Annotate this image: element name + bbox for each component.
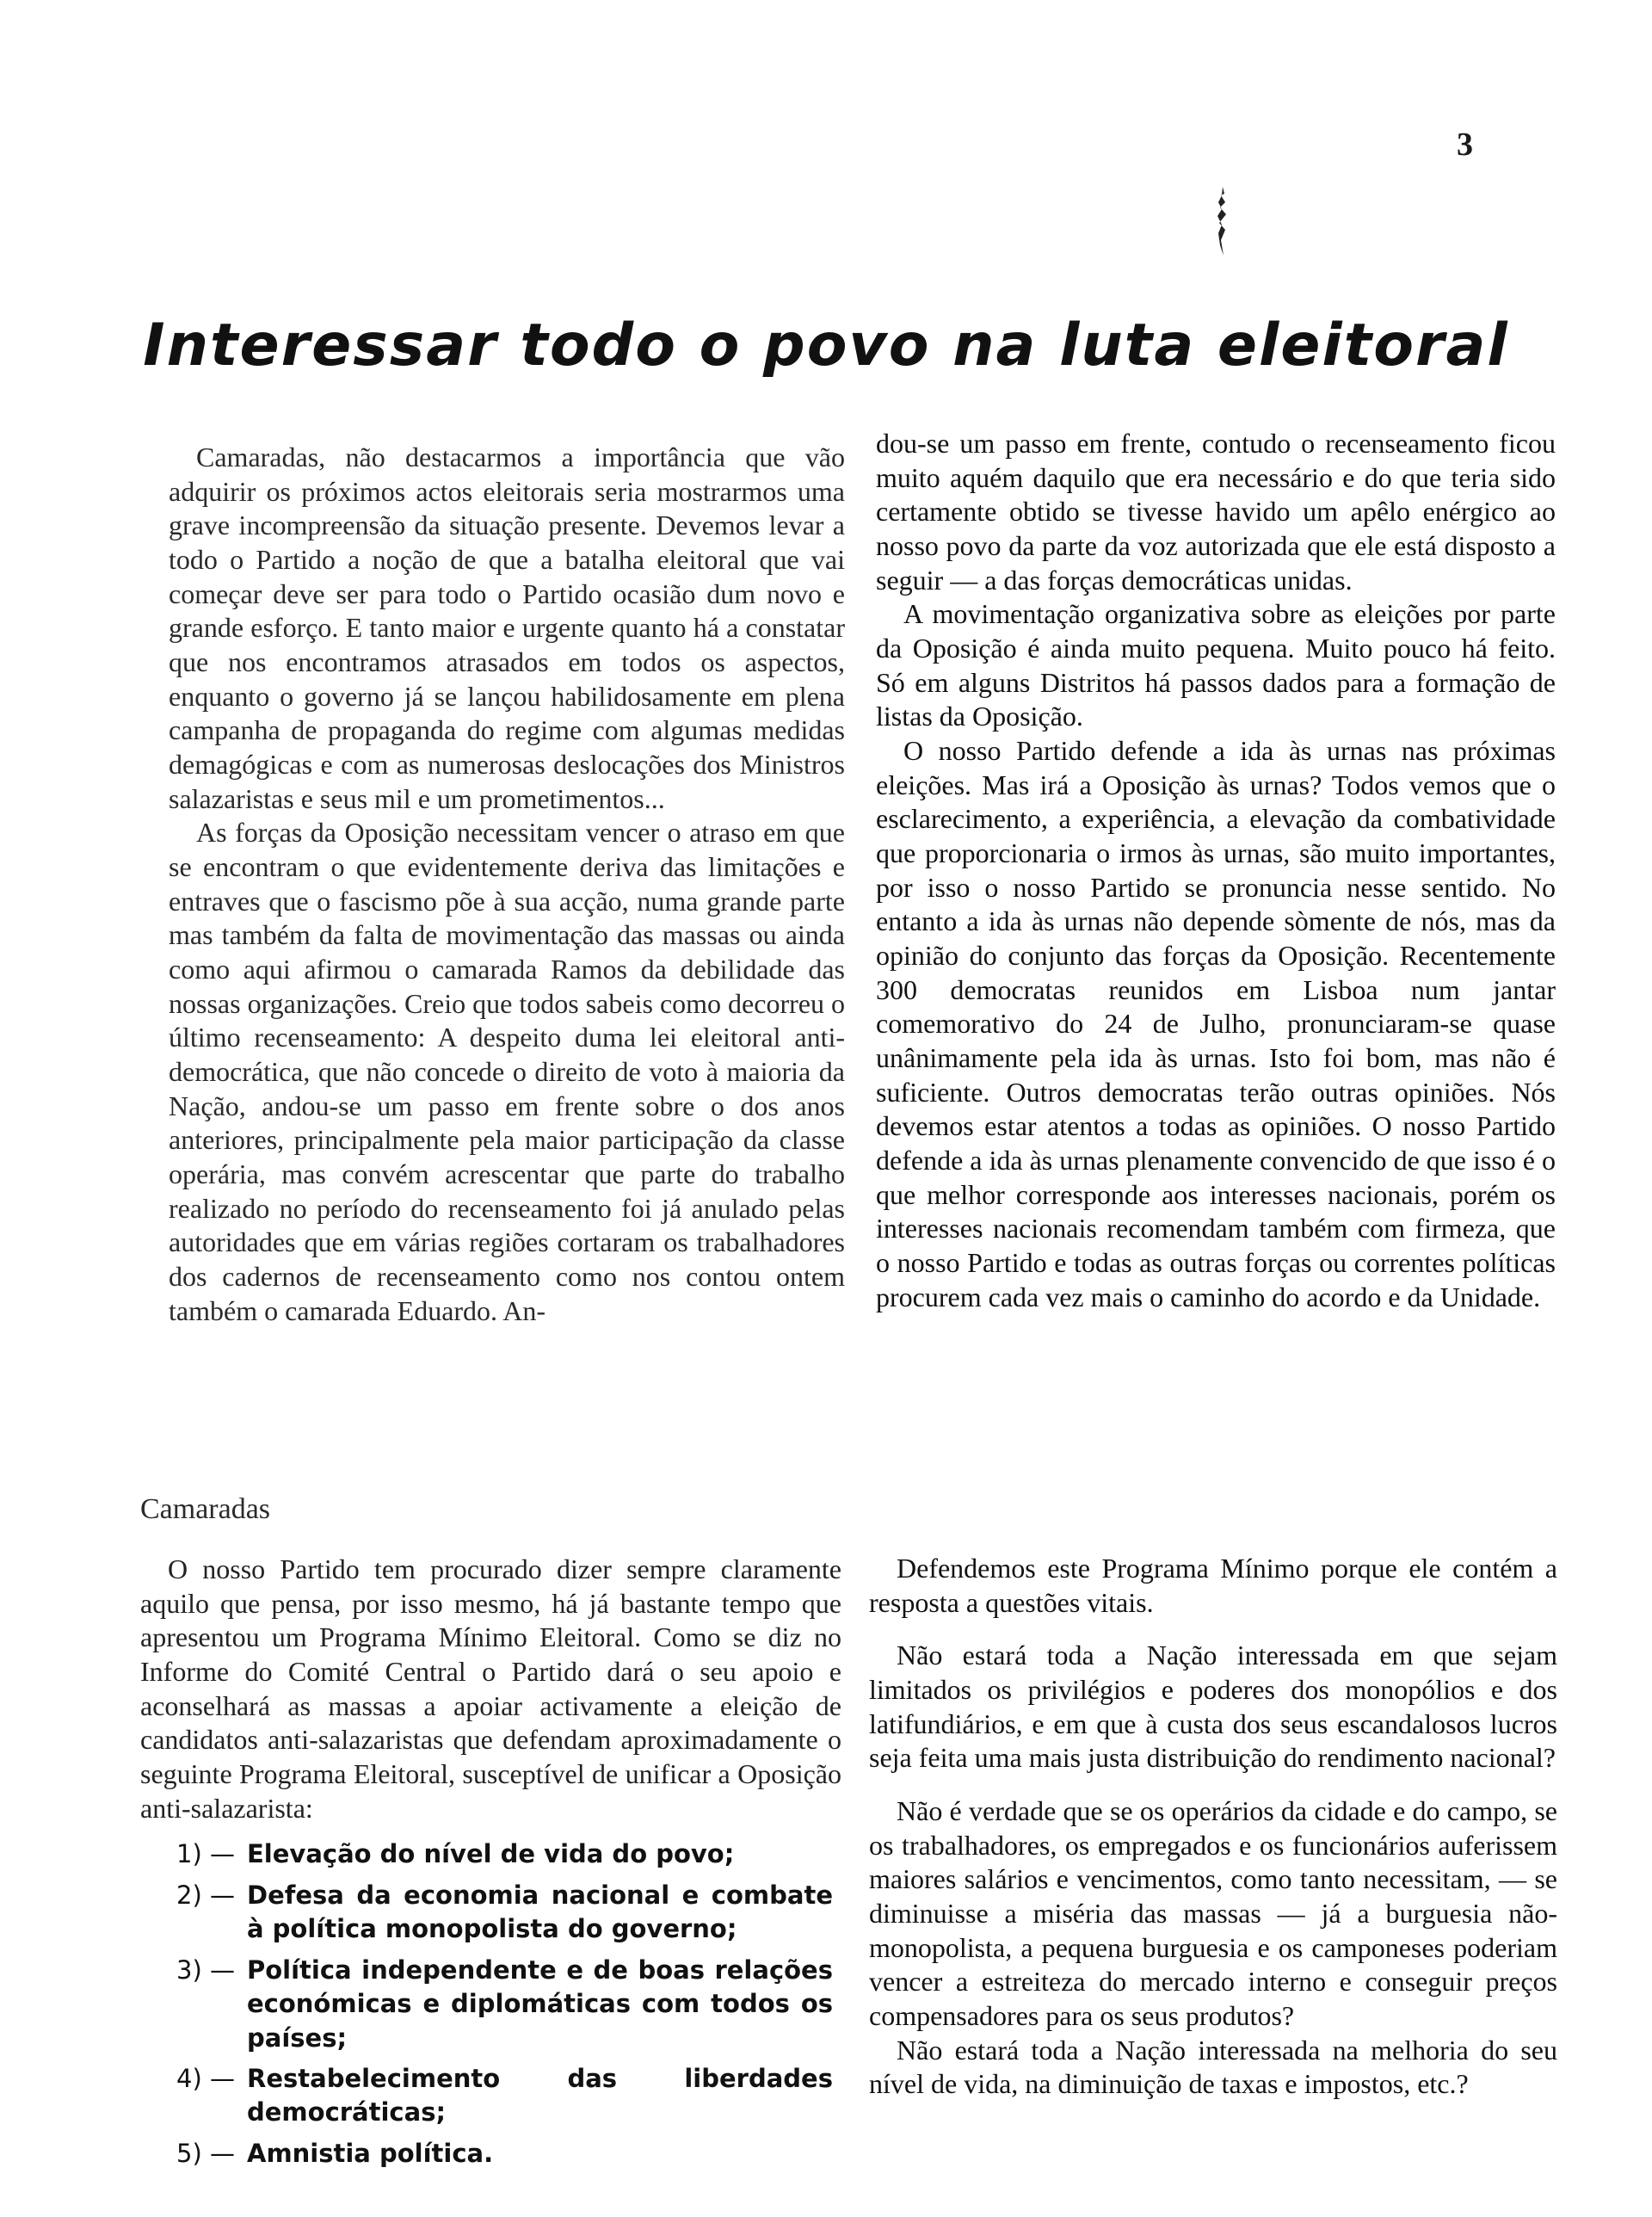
paragraph: dou-se um passo em frente, contudo o recenseamento ficou muito aquém daquilo que era necessário e do que teria sido certamente obtido se tivesse havido um apêlo enérgico ao nosso povo da parte da voz autorizada que ele está disposto a seguir — a das forças democráticas unidas.: [876, 428, 1556, 596]
program-item-number: 4) —: [176, 2064, 235, 2093]
ink-ornament-mark: [1211, 185, 1234, 257]
paragraph: Não estará toda a Nação interessada em que sejam limitados os privilégios e poderes dos monopólios e dos latifundiários, e em que à custa dos seus escandalosos lucros seja feita uma mais justa distribuição do rendimento nacional?: [869, 1640, 1557, 1774]
paragraph: Não é verdade que se os operários da cidade e do campo, se os trabalhadores, os empregados e os funcionários auferissem maiores salários e vencimentos, como tanto necessitam, — se diminuisse a miséria das massas — já a burguesia não-monopolista, a pequena burguesia e os camponeses poderiam vencer a estreiteza do mercado interno e conseguir preços compensadores para os seus produtos?: [869, 1795, 1557, 2032]
paragraph: As forças da Oposição necessitam vencer o atraso em que se encontram o que evidentemente deriva das limitações e entraves que o fascismo põe à sua acção, numa grande parte mas também da falta de movimentação das massas ou ainda como aqui afirmou o camarada Ramos da debilidade das nossas organizações. Creio que todos sabeis como decorreu o último recenseamento: A despeito duma lei eleitoral anti-democrática, que não concede o direito de voto à maioria da Nação, andou-se um passo em frente sobre o dos anos anteriores, principalmente pela maior participação da classe operária, mas convém acrescentar que parte do trabalho realizado no período do recenseamento foi já anulado pelas autoridades que em várias regiões cortaram os trabalhadores dos cadernos de recenseamento como nos contou ontem também o camarada Eduardo. An-: [169, 817, 845, 1326]
program-item: [140, 2137, 841, 2171]
program-item-text: Restabelecimento das liberdades democráticas;: [247, 2064, 833, 2127]
section-heading: Camaradas: [140, 1493, 271, 1525]
section1-left-column: [169, 441, 845, 1328]
paragraph: Camaradas, não destacarmos a importância que vão adquirir os próximos actos eleitorais seria mostrarmos uma grave incompreensão da situação presente. Devemos levar a todo o Partido a noção de que a batalha eleitoral que vai começar deve ser para todo o Partido ocasião dum novo e grande esforço. E tanto maior e urgente quanto há a constatar que nos encontramos atrasados em todos os aspectos, enquanto o governo já se lançou habilidosamente em plena campanha de propaganda do regime com algumas medidas demagógicas e com as numerosas deslocações dos Ministros salazaristas e seus mil e um prometimentos...: [169, 442, 845, 814]
program-item-number: 3) —: [176, 1955, 235, 1985]
electoral-program-list: [140, 1837, 841, 2171]
program-item-text: Defesa da economia nacional e combate à política monopolista do governo;: [247, 1880, 833, 1944]
paragraph: O nosso Partido defende a ida às urnas nas próximas eleições. Mas irá a Oposição às urnas? Todos vemos que o esclarecimento, a experiência, a elevação da combatividade que proporcionaria o irmos às urnas, são muito importantes, por isso o nosso Partido se pronuncia nesse sentido. No entanto a ida às urnas não depende sòmente de nós, mas da opinião do conjunto das forças da Oposição. Recentemente 300 democratas reunidos em Lisboa num jantar comemorativo do 24 de Julho, pronunciaram-se quase unânimamente pela ida às urnas. Isto foi bom, mas não é suficiente. Outros democratas terão outras opiniões. Nós devemos estar atentos a todas as opiniões. O nosso Partido defende a ida às urnas plenamente convencido de que isso é o que melhor corresponde aos interesses nacionais, porém os interesses nacionais recomendam também com firmeza, que o nosso Partido e todas as outras forças ou correntes políticas procurem cada vez mais o caminho do acordo e da Unidade.: [876, 735, 1556, 1312]
paragraph: A movimentação organizativa sobre as eleições por parte da Oposição é ainda muito pequena. Muito pouco há feito. Só em alguns Distritos há passos dados para a formação de listas da Oposição.: [876, 598, 1556, 732]
article-title: Interessar todo o povo na luta eleitoral: [143, 312, 1509, 380]
section1-right-column: [876, 427, 1556, 1314]
program-item-number: 1) —: [176, 1839, 235, 1869]
program-item: [140, 2062, 841, 2130]
program-item-text: Amnistia política.: [247, 2138, 494, 2168]
page-number: 3: [1457, 127, 1473, 163]
program-item: [140, 1879, 841, 1947]
program-item-text: Política independente e de boas relações económicas e diplomáticas com todos os países;: [247, 1955, 833, 2053]
paragraph: Não estará toda a Nação interessada na melhoria do seu nível de vida, na diminuição de taxas e impostos, etc.?: [869, 2034, 1557, 2100]
paragraph: O nosso Partido tem procurado dizer sempre claramente aquilo que pensa, por isso mesmo, há já bastante tempo que apresentou um Programa Mínimo Eleitoral. Como se diz no Informe do Comité Central o Partido dará o seu apoio e aconselhará as massas a apoiar activamente a eleição de candidatos anti-salazaristas que defendam aproximadamente o seguinte Programa Eleitoral, susceptível de unificar a Oposição anti-salazarista:: [140, 1553, 841, 1824]
program-item-number: 5) —: [176, 2138, 235, 2168]
section2-right-column: [869, 1552, 1557, 2121]
program-item: [140, 1954, 841, 2055]
section2-left-column: [140, 1553, 841, 2177]
program-item-text: Elevação do nível de vida do povo;: [247, 1839, 735, 1869]
paragraph: Defendemos este Programa Mínimo porque ele contém a resposta a questões vitais.: [869, 1553, 1557, 1618]
program-item: [140, 1837, 841, 1871]
program-item-number: 2) —: [176, 1880, 235, 1910]
